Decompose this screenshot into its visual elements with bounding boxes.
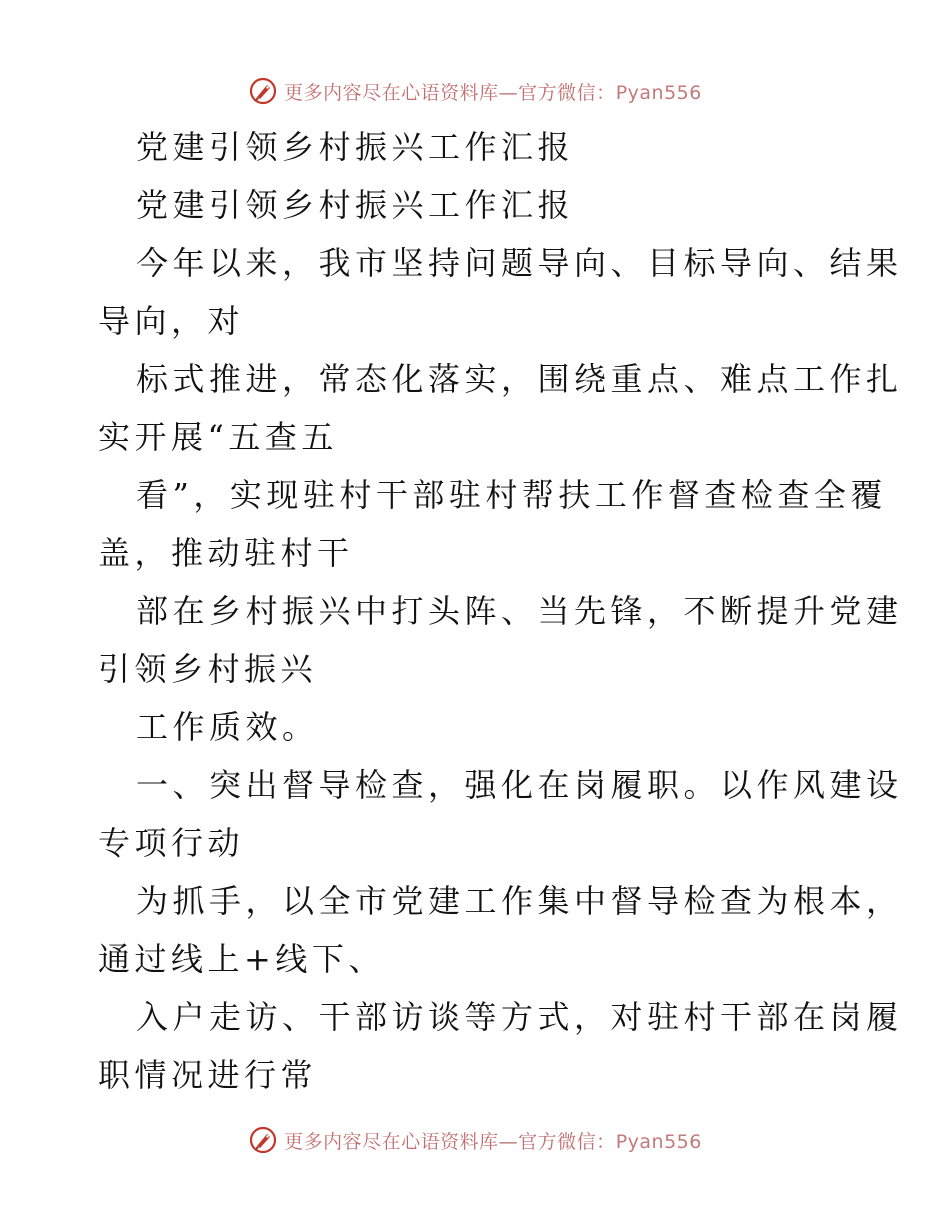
- text-line: 看”，实现驻村干部驻村帮扶工作督查检查全覆: [136, 476, 887, 514]
- watermark-brand: 更多内容尽在心语资料库: [284, 81, 499, 104]
- text-line: 职情况进行常: [98, 1056, 318, 1094]
- text-line: 一、突出督导检查，强化在岗履职。以作风建设: [136, 766, 903, 804]
- pen-nib-icon: [248, 1125, 278, 1155]
- header-watermark: [0, 71, 950, 111]
- text-line: 部在乡村振兴中打头阵、当先锋，不断提升党建: [136, 592, 903, 630]
- text-line: 党建引领乡村振兴工作汇报: [136, 128, 575, 166]
- watermark-wechat-label: 官方微信：: [518, 81, 616, 104]
- watermark-wechat-label: 官方微信：: [518, 1130, 616, 1153]
- text-line: 盖，推动驻村干: [98, 534, 354, 572]
- text-line: 工作质效。: [136, 708, 319, 746]
- watermark-text: [284, 78, 702, 105]
- watermark-separator: —: [498, 81, 519, 104]
- pen-nib-icon: [248, 76, 278, 106]
- text-line: 党建引领乡村振兴工作汇报: [136, 186, 575, 224]
- text-line: 为抓手，以全市党建工作集中督导检查为根本，: [136, 882, 903, 920]
- text-line: 通过线上+线下、: [98, 940, 385, 978]
- watermark-wechat-id: Pyan556: [615, 81, 702, 104]
- text-line: 标式推进，常态化落实，围绕重点、难点工作扎: [136, 360, 903, 398]
- document-body: [98, 118, 903, 1104]
- text-line: 导向，对: [98, 302, 245, 340]
- watermark-separator: —: [498, 1130, 519, 1153]
- text-line: 入户走访、干部访谈等方式，对驻村干部在岗履: [136, 998, 903, 1036]
- text-line: 引领乡村振兴: [98, 650, 318, 688]
- text-line: 专项行动: [98, 824, 245, 862]
- footer-watermark: [0, 1120, 950, 1160]
- text-line: 实开展“五查五: [98, 418, 338, 456]
- watermark-wechat-id: Pyan556: [615, 1130, 702, 1153]
- watermark-brand: 更多内容尽在心语资料库: [284, 1130, 499, 1153]
- text-line: 今年以来，我市坚持问题导向、目标导向、结果: [136, 244, 903, 282]
- watermark-text: [284, 1127, 702, 1154]
